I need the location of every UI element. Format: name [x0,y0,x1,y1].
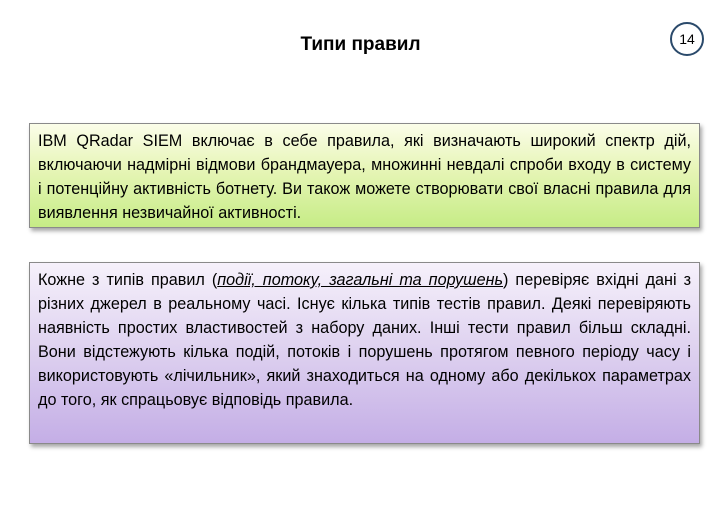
rule-types-list: події, потоку, загальні та порушень [217,271,504,289]
page-number: 14 [679,31,695,47]
slide-title: Типи правил [300,34,421,55]
info-box-qradar-rules [29,123,700,228]
rule-types-description: ) перевіряє вхідні дані з різних джерел в реальному часі. Існує кілька типів тестів правил. Деякі перевіряють наявність простих властивостей з набору даних. Інші тести правил більш складні. Вони відстежують кілька подій, потоків і порушень протягом певного періоду часу і використовують «лічильник», який знаходиться на одному або декількох параметрах до того, як спрацьовує відповідь правила. [38,271,692,409]
info-box-qradar-rules-text: IBM QRadar SIEM включає в себе правила, які визначають широкий спектр дій, включаючи надмірні відмови брандмауера, множинні невдалі спроби входу в систему і потенційну активність ботнету. Ви також можете створювати свої власні правила для виявлення незвичайної активності. [38,132,691,222]
info-box-rule-types-text [38,268,691,412]
info-box-rule-types [29,262,700,444]
rule-types-intro: Кожне з типів правил ( [38,271,218,289]
page-number-badge [670,22,704,56]
